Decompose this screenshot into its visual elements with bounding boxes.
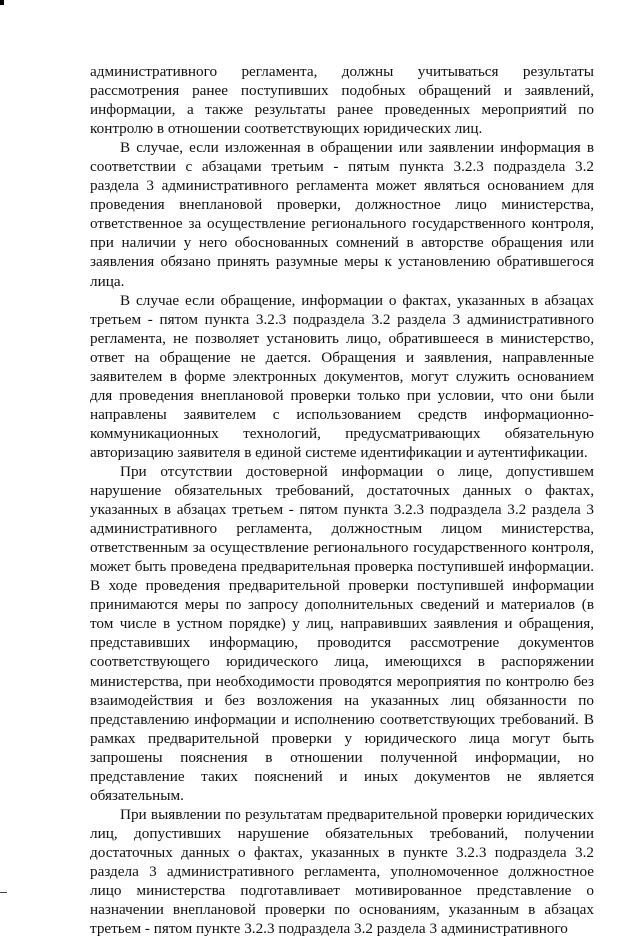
scan-edge-tick bbox=[0, 892, 7, 893]
paragraph-preliminary-check: При отсутствии достоверной информации о лице, допустившем нарушение обязательных требований, достаточных данных о фактах, указанных в абзацах третьем - пятом пункта 3.2.3 подраздела 3.2 раздела 3 административного регламента, должностным лицом министерства, ответственным за осуществление регионального государственного контроля, может быть проведена предварительная проверка поступившей информации. В ходе проведения предварительной проверки поступившей информации принимаются меры по запросу дополнительных сведений и материалов (в том числе в устном порядке) у лиц, направивших заявления и обращения, представивших информацию, проводится рассмотрение документов соответствующего юридического лица, имеющихся в распоряжении министерства, при необходимости проводятся мероприятия по контролю без взаимодействия и без возложения на указанных лиц обязанности по представлению информации и исполнению соответствующих требований. В рамках предварительной проверки у юридического лица могут быть запрошены пояснения в отношении полученной информации, но представление таких пояснений и иных документов не является обязательным. bbox=[90, 462, 594, 804]
paragraph-violation-detected: При выявлении по результатам предварительной проверки юридических лиц, допустивших нарушение обязательных требований, получении достаточных данных о фактах, указанных в пункте 3.2.3 подраздела 3.2 раздела 3 административного регламента, уполномоченное должностное лицо министерства подготавливает мотивированное представление о назначении внеплановой проверки по основаниям, указанным в абзацах третьем - пятом пункте 3.2.3 подраздела 3.2 раздела 3 административного bbox=[90, 805, 594, 938]
scan-corner-mark bbox=[0, 0, 4, 5]
paragraph-continuation: административного регламента, должны учитываться результаты рассмотрения ранее поступивших подобных обращений и заявлений, информации, а также результаты ранее проведенных мероприятий по контролю в отношении соответствующих юридических лиц. bbox=[90, 63, 594, 138]
document-page bbox=[90, 62, 594, 938]
paragraph-author-doubt: В случае, если изложенная в обращении или заявлении информация в соответствии с абзацами третьим - пятым пункта 3.2.3 подраздела 3.2 раздела 3 административного регламента может являться основанием для проведения внеплановой проверки, должностное лицо министерства, ответственное за осуществление регионального государственного контроля, при наличии у него обоснованных сомнений в авторстве обращения или заявления обязано принять разумные меры к установлению обратившегося лица. bbox=[90, 139, 594, 290]
paragraph-no-identification: В случае если обращение, информации о фактах, указанных в абзацах третьем - пятом пункта 3.2.3 подраздела 3.2 раздела 3 административного регламента, не позволяет установить лицо, обратившееся в министерство, ответ на обращение не дается. Обращения и заявления, направленные заявителем в форме электронных документов, могут служить основанием для проведения внеплановой проверки только при условии, что они были направлены заявителем с использованием средств информационно-коммуникационных технологий, предусматривающих обязательную авторизацию заявителя в единой системе идентификации и аутентификации. bbox=[90, 291, 594, 461]
